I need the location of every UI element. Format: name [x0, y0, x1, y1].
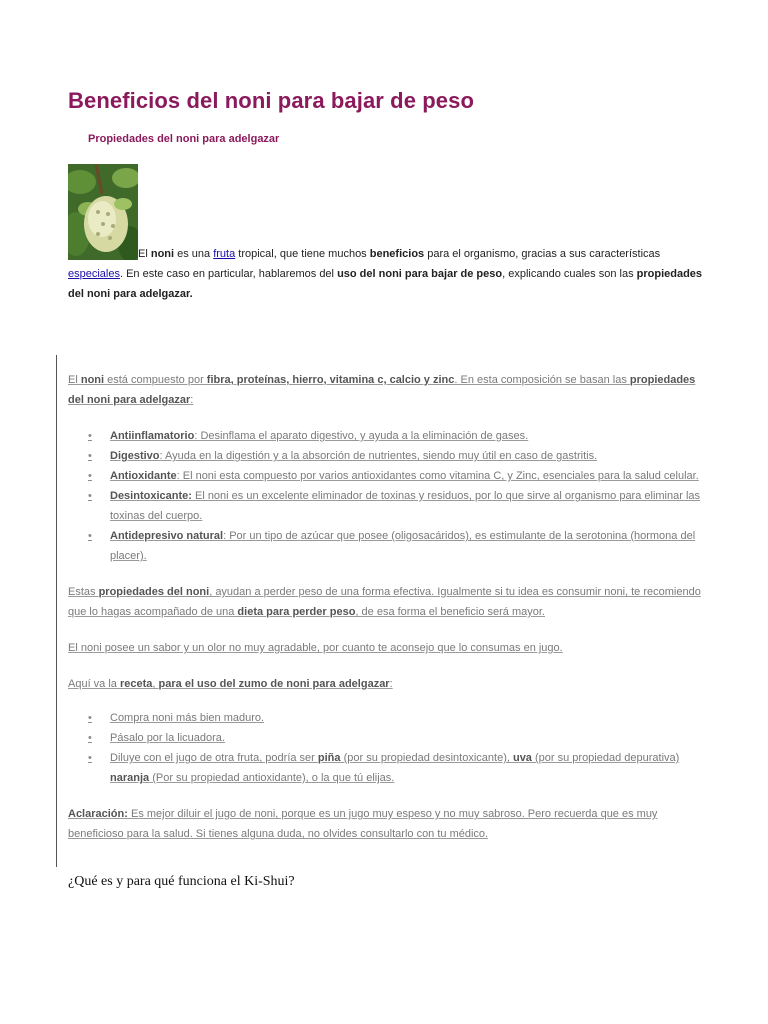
- next-section-heading: ¿Qué es y para qué funciona el Ki-Shui?: [68, 874, 295, 889]
- intro-text: El: [138, 248, 151, 260]
- property-desc: : El noni esta compuesto por varios antioxidantes como vitamina C, y Zinc, esenciales para la salud celular.: [176, 470, 699, 482]
- property-name: Digestivo: [110, 450, 160, 462]
- bold-composition: fibra, proteínas, hierro, vitamina c, calcio y zinc: [206, 374, 455, 386]
- link-fruta[interactable]: fruta: [213, 248, 236, 260]
- note-label: Aclaración:: [68, 808, 128, 820]
- page-title: Beneficios del noni para bajar de peso: [68, 88, 475, 113]
- link-especiales[interactable]: especiales: [68, 268, 120, 280]
- taste-paragraph: [68, 638, 708, 658]
- text: :: [389, 678, 393, 690]
- blockquote-border: [56, 355, 57, 867]
- list-item: [88, 486, 708, 526]
- step-text: Diluye con el jugo de otra fruta, podría ser: [110, 752, 318, 764]
- step-text: (Por su propiedad antioxidante), o la que tú elijas.: [149, 772, 395, 784]
- bold-dieta: dieta para perder peso: [237, 606, 356, 618]
- intro-paragraph: [68, 244, 708, 304]
- property-desc: El noni es un excelente eliminador de toxinas y residuos, por lo que sirve al organismo para eliminar las toxinas del cuerpo.: [110, 490, 701, 522]
- list-item: [88, 748, 708, 788]
- list-item: [88, 728, 708, 748]
- step-text: Compra noni más bien maduro.: [110, 712, 265, 724]
- intro-bold-beneficios: beneficios: [369, 248, 425, 260]
- property-name: Desintoxicante:: [110, 490, 192, 502]
- list-item: [88, 446, 708, 466]
- note-text: Es mejor diluir el jugo de noni, porque es un jugo muy espeso y no muy sabroso. Pero recuerda que es muy beneficioso para la salud. Si tienes alguna duda, no olvides consultarlo con tu médico.: [68, 808, 658, 840]
- text: está compuesto por: [104, 374, 207, 386]
- intro-text: para el organismo, gracias a sus características: [424, 248, 661, 260]
- text: El: [68, 374, 81, 386]
- list-item: [88, 708, 708, 728]
- recipe-intro-paragraph: [68, 674, 708, 694]
- quoted-content: [68, 370, 708, 860]
- bold-pina: piña: [317, 752, 341, 764]
- text: , de esa forma el beneficio será mayor.: [355, 606, 545, 618]
- recipe-steps-list: [68, 708, 708, 788]
- taste-text: El noni posee un sabor y un olor no muy agradable, por cuanto te aconsejo que lo consumas en jugo.: [68, 642, 563, 654]
- bold-naranja: naranja: [110, 772, 150, 784]
- bold-propiedades: propiedades del noni: [98, 586, 210, 598]
- summary-paragraph: [68, 582, 708, 622]
- property-desc: : Ayuda en la digestión y a la absorción de nutrientes, siendo muy útil en caso de gastritis.: [159, 450, 598, 462]
- text: :: [190, 394, 194, 406]
- intro-text: . En este caso en particular, hablaremos del: [119, 268, 338, 280]
- composition-paragraph: [68, 370, 708, 410]
- text: . En esta composición se basan las: [454, 374, 630, 386]
- text: , ayudan a perder peso de una forma efectiva. Igualmente si tu idea es consumir noni, te recomiendo que lo hagas acompañado de una: [68, 586, 701, 618]
- property-desc: : Por un tipo de azúcar que posee (oligosacáridos), es estimulante de la serotonina (hormona del placer).: [110, 530, 696, 562]
- text: Aquí va la: [68, 678, 120, 690]
- intro-bold-uso: uso del noni para bajar de peso: [337, 268, 503, 280]
- bold-receta: receta: [119, 678, 153, 690]
- property-desc: : Desinflama el aparato digestivo, y ayuda a la eliminación de gases.: [194, 430, 529, 442]
- list-item: [88, 526, 708, 566]
- intro-bold-propiedades: propiedades del noni para adelgazar.: [68, 268, 703, 300]
- text: ,: [152, 678, 159, 690]
- step-text: Pásalo por la licuadora.: [110, 732, 225, 744]
- property-name: Antidepresivo natural: [110, 530, 224, 542]
- bold-noni: noni: [80, 374, 105, 386]
- bold-propiedades: propiedades del noni para adelgazar: [68, 374, 696, 406]
- step-text: (por su propiedad depurativa): [531, 752, 680, 764]
- intro-text: , explicando cuales son las: [502, 268, 637, 280]
- step-text: (por su propiedad desintoxicante),: [340, 752, 513, 764]
- bold-uso-zumo: para el uso del zumo de noni para adelgazar: [158, 678, 390, 690]
- note-paragraph: [68, 804, 708, 844]
- bold-uva: uva: [512, 752, 532, 764]
- property-name: Antiinflamatorio: [110, 430, 195, 442]
- list-item: [88, 466, 708, 486]
- page-subtitle: Propiedades del noni para adelgazar: [88, 133, 280, 145]
- property-name: Antioxidante: [110, 470, 177, 482]
- intro-text: tropical, que tiene muchos: [235, 248, 370, 260]
- text: Estas: [68, 586, 99, 598]
- properties-list: [68, 426, 708, 566]
- intro-bold-noni: noni: [150, 248, 175, 260]
- list-item: [88, 426, 708, 446]
- intro-text: es una: [174, 248, 214, 260]
